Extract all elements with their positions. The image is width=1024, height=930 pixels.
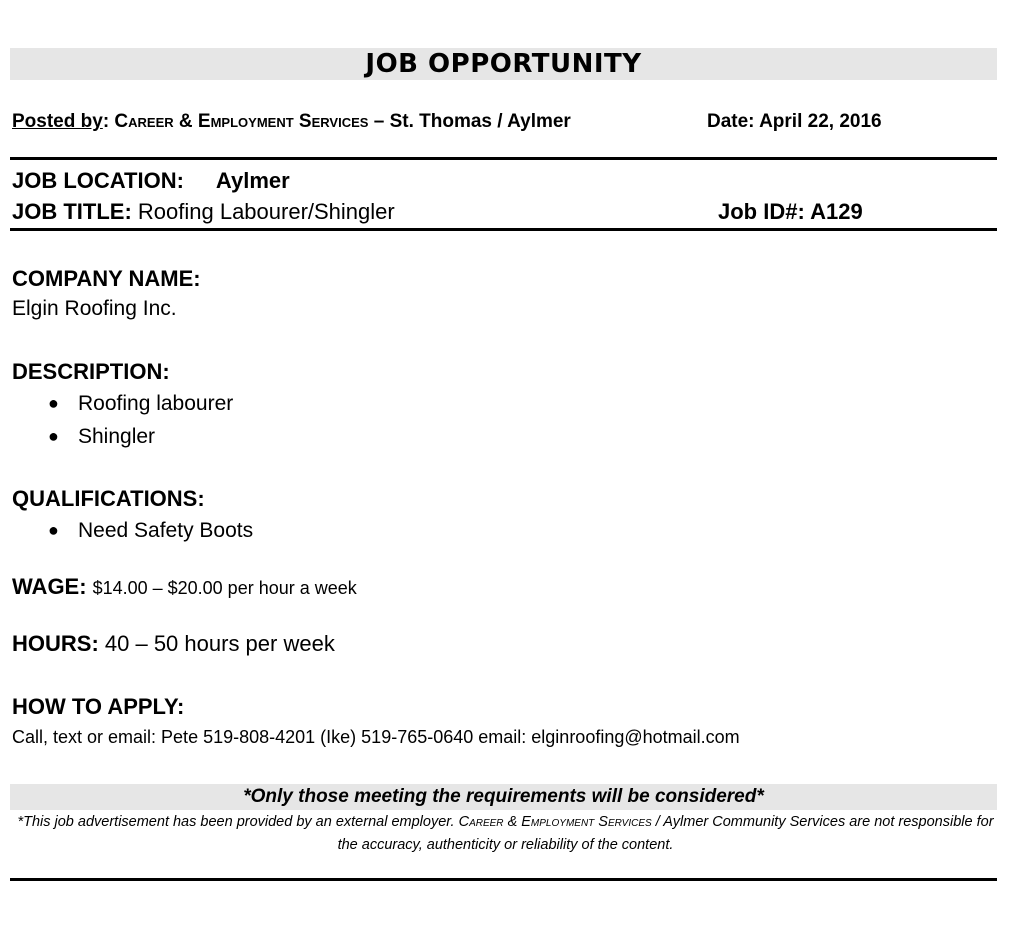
job-title-row bbox=[12, 199, 997, 225]
list-item bbox=[12, 514, 253, 547]
qualifications-heading: QUALIFICATIONS: bbox=[12, 486, 205, 511]
how-to-apply-heading: HOW TO APPLY: bbox=[12, 694, 185, 719]
disclaimer-start: *This job advertisement has been provided by an external employer. bbox=[17, 814, 459, 830]
bullet-icon: ● bbox=[48, 393, 59, 413]
wage-label: WAGE: bbox=[12, 574, 87, 599]
job-title-value: Roofing Labourer/Shingler bbox=[131, 199, 395, 224]
how-to-apply-text: Call, text or email: Pete 519-808-4201 (Ike) 519-765-0640 email: elginroofing@hotmail.com bbox=[12, 727, 740, 747]
wage-value: $14.00 – $20.00 per hour a week bbox=[92, 578, 357, 598]
job-location-value: Aylmer bbox=[215, 168, 290, 193]
job-title-label: JOB TITLE: bbox=[12, 199, 132, 224]
divider-job-info bbox=[10, 228, 997, 231]
qualification-item: Need Safety Boots bbox=[78, 518, 254, 542]
hours-row bbox=[12, 631, 335, 657]
hours-value: 40 – 50 hours per week bbox=[98, 631, 335, 656]
divider-bottom bbox=[10, 878, 997, 881]
description-heading: DESCRIPTION: bbox=[12, 359, 170, 384]
company-name: Elgin Roofing Inc. bbox=[12, 297, 177, 320]
posted-by-label: Posted by bbox=[12, 111, 103, 132]
bullet-icon: ● bbox=[48, 520, 59, 540]
company-heading: COMPANY NAME: bbox=[12, 266, 201, 291]
disclaimer bbox=[14, 811, 997, 857]
disclaimer-end: / Aylmer Community Services are not responsible for the accuracy, authenticity or reliability of the content. bbox=[337, 814, 994, 853]
job-location-row bbox=[12, 168, 290, 194]
job-id: Job ID#: A129 bbox=[718, 199, 863, 224]
posted-date: Date: April 22, 2016 bbox=[707, 111, 882, 132]
requirements-notice-text: *Only those meeting the requirements will be considered* bbox=[243, 786, 764, 807]
description-list bbox=[12, 387, 233, 453]
description-item: Shingler bbox=[78, 424, 156, 448]
posted-by-colon: : bbox=[102, 111, 110, 132]
description-item: Roofing labourer bbox=[78, 391, 234, 415]
wage-row bbox=[12, 574, 357, 600]
bullet-icon: ● bbox=[48, 426, 59, 446]
divider-top bbox=[10, 157, 997, 160]
job-location-label: JOB LOCATION: bbox=[12, 168, 184, 193]
hours-label: HOURS: bbox=[12, 631, 99, 656]
qualifications-list bbox=[12, 514, 253, 547]
title-banner bbox=[10, 48, 997, 80]
posted-by-location: – St. Thomas / Aylmer bbox=[368, 111, 571, 132]
posted-by-row bbox=[12, 111, 997, 133]
list-item bbox=[12, 420, 233, 453]
page-title: JOB OPPORTUNITY bbox=[365, 49, 642, 79]
posted-by-org: Career & Employment Services bbox=[114, 111, 369, 132]
disclaimer-org: Career & Employment Services bbox=[458, 814, 652, 830]
requirements-notice bbox=[10, 784, 997, 810]
list-item bbox=[12, 387, 233, 420]
